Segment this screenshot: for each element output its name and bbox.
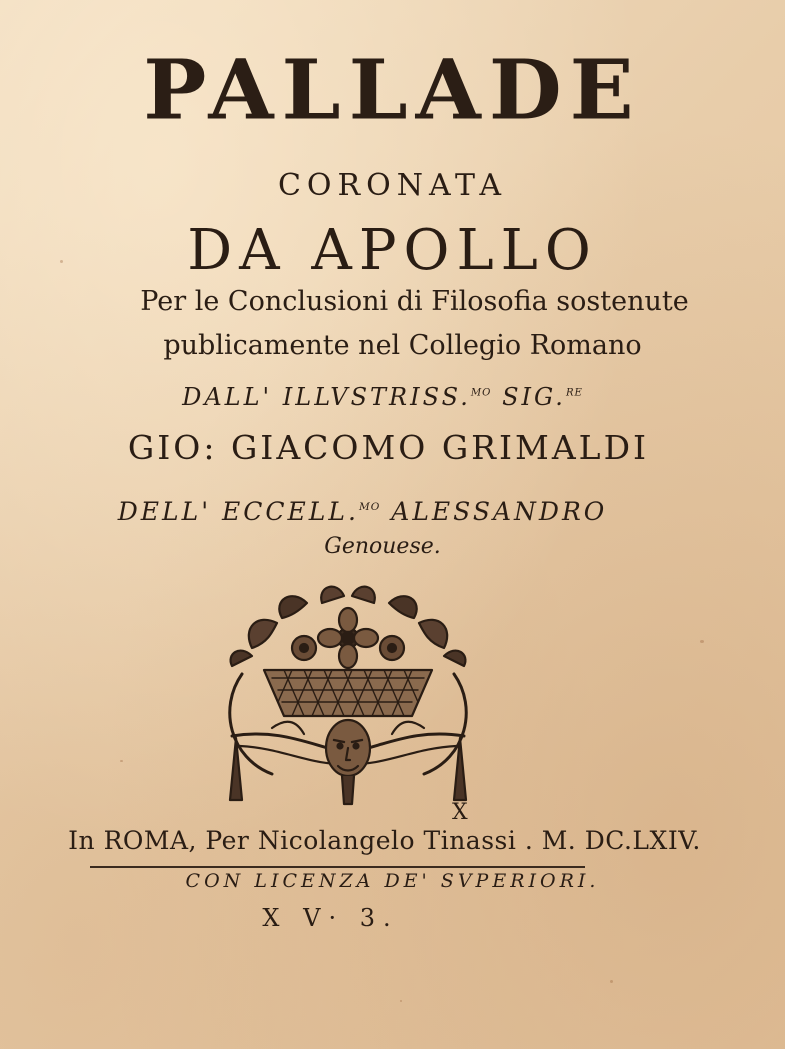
paper-speck xyxy=(700,640,704,643)
dedication-text: DALL' ILLVSTRISS. xyxy=(182,383,471,411)
dedication-superscript-1: MO xyxy=(470,387,492,399)
license-line: CON LICENZA DE' SVPERIORI. xyxy=(185,870,600,892)
subtitle-da-apollo: DA APOLLO xyxy=(187,218,598,283)
dedication-superscript-2: RE xyxy=(565,387,583,399)
second-dedication-superscript: MO xyxy=(358,501,381,514)
title: PALLADE xyxy=(143,40,642,139)
subtitle-coronata: CORONATA xyxy=(277,168,508,203)
dedication-line xyxy=(0,383,775,411)
second-dedication-line xyxy=(0,497,755,526)
imprint-rule xyxy=(90,866,585,868)
signature-mark: X V· 3. xyxy=(262,904,399,932)
flower-basket-woodcut-icon xyxy=(212,578,484,810)
second-person-name: ALESSANDRO xyxy=(380,497,608,526)
second-dedication-text: DELL' ECCELL. xyxy=(117,497,359,526)
paper-speck xyxy=(120,760,123,762)
origin-line: Genouese. xyxy=(324,534,441,559)
paper-speck xyxy=(610,980,613,983)
description-line-1: Per le Conclusioni di Filosofia sostenute xyxy=(140,286,689,317)
paper-speck xyxy=(400,1000,402,1002)
imprint-line: In ROMA, Per Nicolangelo Tinassi . M. DC.LXIV. xyxy=(68,826,701,855)
description-line-2: publicamente nel Collegio Romano xyxy=(163,330,642,361)
dedication-sig: SIG. xyxy=(491,383,566,411)
person-name: GIO: GIACOMO GRIMALDI xyxy=(127,428,650,467)
margin-mark: X xyxy=(452,800,468,825)
